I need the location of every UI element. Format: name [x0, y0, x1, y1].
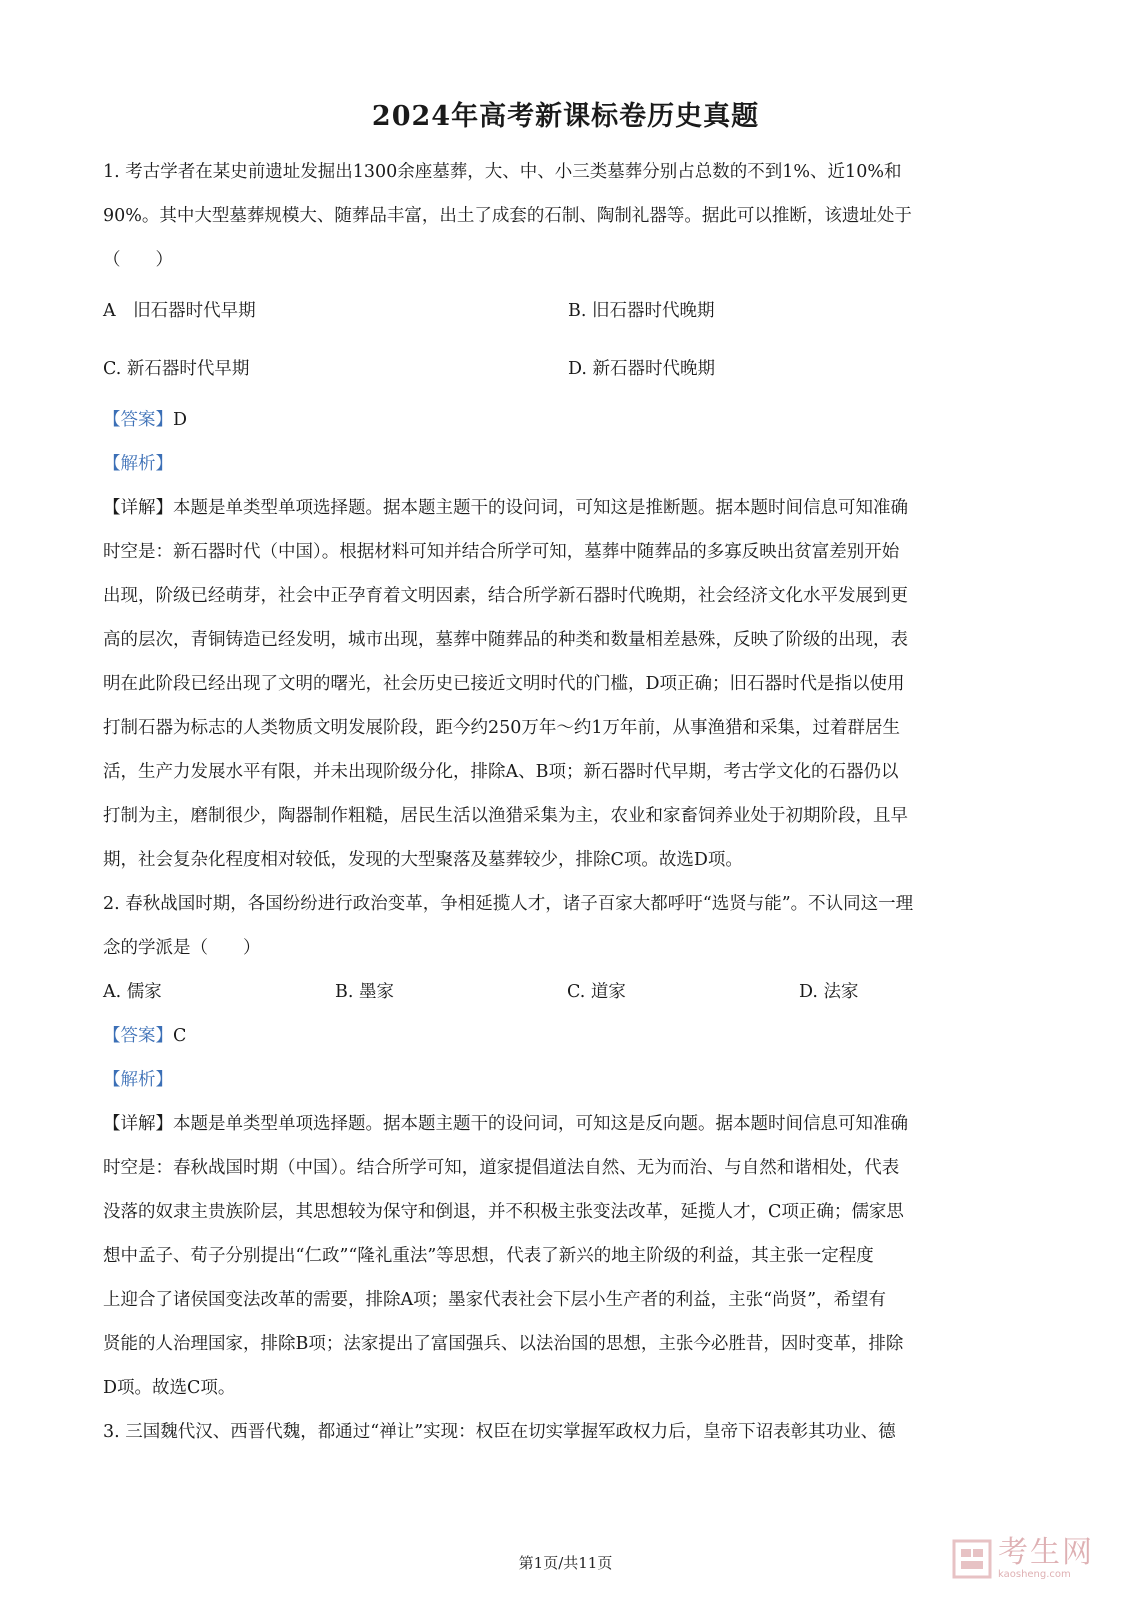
question-1-detail-line: 打制为主，磨制很少，陶器制作粗糙，居民生活以渔猎采集为主，农业和家畜饲养业处于初期阶段，且早: [103, 806, 908, 826]
document-content: [103, 150, 1033, 1454]
answer-value: D: [173, 410, 188, 430]
question-1-stem-line: 90%。其中大型墓葬规模大、随葬品丰富，出土了成套的石制、陶制礼器等。据此可以推断，该遗址处于: [103, 206, 912, 226]
question-1-option-c: C. 新石器时代早期: [103, 359, 250, 379]
question-1-options-row: [103, 282, 1033, 340]
question-2-detail-line: 贤能的人治理国家，排除B项；法家提出了富国强兵、以法治国的思想，主张今必胜昔，因时变革，排除: [103, 1334, 904, 1354]
question-2-detail-line: 时空是：春秋战国时期（中国）。结合所学可知，道家提倡道法自然、无为而治、与自然和谐相处，代表: [103, 1158, 900, 1178]
page-number: 第1页/共11页: [518, 1554, 613, 1572]
question-1-analysis: [103, 442, 1033, 486]
question-1-option-b: B. 旧石器时代晚期: [568, 301, 715, 321]
question-2-options-row: [103, 970, 1033, 1014]
question-2-option-c: C. 道家: [567, 982, 626, 1002]
question-2: [103, 882, 1033, 1410]
watermark-brand: 考生网: [998, 1535, 1094, 1570]
question-3-stem-line: 3. 三国魏代汉、西晋代魏，都通过“禅让”实现：权臣在切实掌握军政权力后，皇帝下诏表彰其功业、德: [103, 1422, 896, 1442]
question-1-detail-line: 活，生产力发展水平有限，并未出现阶级分化，排除A、B项；新石器时代早期，考古学文化的石器仍以: [103, 762, 899, 782]
question-2-analysis: [103, 1058, 1033, 1102]
question-2-detail-line: 【详解】本题是单类型单项选择题。据本题主题干的设问词，可知这是反向题。据本题时间信息可知准确: [103, 1114, 908, 1134]
question-2-detail-line: D项。故选C项。: [103, 1378, 236, 1398]
question-2-detail-line: 没落的奴隶主贵族阶层，其思想较为保守和倒退，并不积极主张变法改革，延揽人才，C项正确；儒家思: [103, 1202, 904, 1222]
question-1-stem-line: 1. 考古学者在某史前遗址发掘出1300余座墓葬，大、中、小三类墓葬分别占总数的不到1%、近10%和: [103, 162, 902, 182]
page-title: 2024年高考新课标卷历史真题: [371, 101, 760, 132]
question-1-detail-line: 出现，阶级已经萌芽，社会中正孕育着文明因素，结合所学新石器时代晚期，社会经济文化水平发展到更: [103, 586, 908, 606]
question-2-answer: [103, 1014, 1033, 1058]
question-1-answer: [103, 398, 1033, 442]
question-2-stem-line: 2. 春秋战国时期，各国纷纷进行政治变革，争相延揽人才，诸子百家大都呼吁“选贤与能”。不认同这一理: [103, 894, 914, 914]
question-1-detail-line: 明在此阶段已经出现了文明的曙光，社会历史已接近文明时代的门槛，D项正确；旧石器时代是指以使用: [103, 674, 905, 694]
question-1-detail-line: 时空是：新石器时代（中国）。根据材料可知并结合所学可知，墓葬中随葬品的多寡反映出贫富差别开始: [103, 542, 900, 562]
question-1: [103, 150, 1033, 882]
question-2-option-b: B. 墨家: [335, 982, 394, 1002]
question-1-stem-line: （ ）: [103, 250, 173, 270]
question-2-stem-line: 念的学派是（ ）: [103, 938, 261, 958]
question-3: [103, 1410, 1033, 1454]
kaosheng-logo-icon: [952, 1537, 992, 1581]
watermark-text: [998, 1535, 1094, 1580]
question-1-detail-line: 期，社会复杂化程度相对较低，发现的大型聚落及墓葬较少，排除C项。故选D项。: [103, 850, 743, 870]
analysis-tag: 【解析】: [103, 1070, 173, 1090]
question-1-detail-line: 高的层次，青铜铸造已经发明，城市出现，墓葬中随葬品的种类和数量相差悬殊，反映了阶级的出现，表: [103, 630, 908, 650]
watermark-url: kaosheng.com: [998, 1569, 1071, 1580]
question-2-detail-line: 想中孟子、荀子分别提出“仁政”“隆礼重法”等思想，代表了新兴的地主阶级的利益，其主张一定程度: [103, 1246, 874, 1266]
question-1-options-row: [103, 340, 1033, 398]
question-2-option-d: D. 法家: [799, 982, 859, 1002]
answer-value: C: [173, 1026, 187, 1046]
analysis-tag: 【解析】: [103, 454, 173, 474]
question-2-option-a: A. 儒家: [103, 982, 162, 1002]
answer-tag: 【答案】: [103, 410, 173, 430]
question-2-detail-line: 上迎合了诸侯国变法改革的需要，排除A项；墨家代表社会下层小生产者的利益，主张“尚贤”，希望有: [103, 1290, 887, 1310]
question-1-detail-line: 打制石器为标志的人类物质文明发展阶段，距今约250万年～约1万年前，从事渔猎和采集，过着群居生: [103, 718, 901, 738]
watermark-logo: [952, 1535, 1102, 1583]
answer-tag: 【答案】: [103, 1026, 173, 1046]
question-1-detail-line: 【详解】本题是单类型单项选择题。据本题主题干的设问词，可知这是推断题。据本题时间信息可知准确: [103, 498, 908, 518]
question-1-option-d: D. 新石器时代晚期: [568, 359, 716, 379]
question-1-option-a: A 旧石器时代早期: [103, 301, 256, 321]
